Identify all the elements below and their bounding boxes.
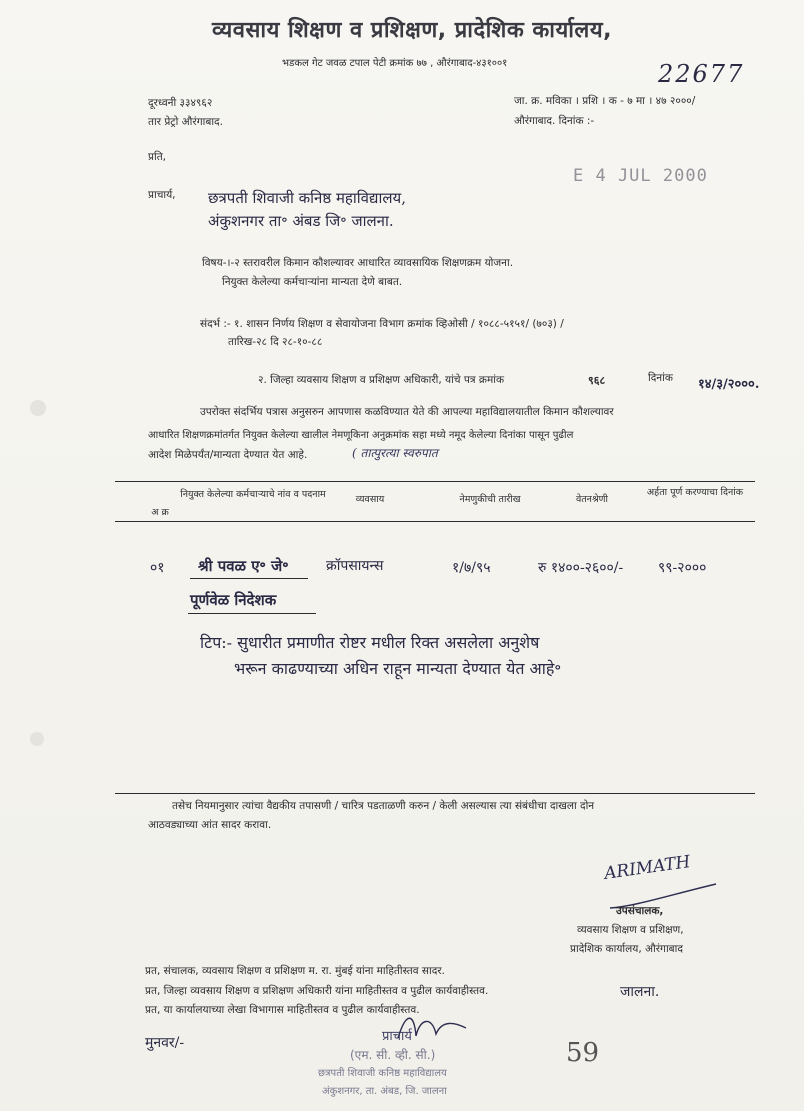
body-line-3: आदेश मिळेपर्यंत/मान्यता देण्यात येत आहे. xyxy=(148,449,308,461)
page-number: 59 xyxy=(566,1038,600,1068)
body-line-2: आधारित शिक्षणक्रमांतर्गत नियुक्त केलेल्या खालील नेमणूकिना अनुक्रमांक सहा मध्ये नमूद केलेल्या दिनांका पासून पुढील xyxy=(148,430,574,441)
table-top-rule xyxy=(115,481,755,482)
recipient-college: छत्रपती शिवाजी कनिष्ठ महाविद्यालय, xyxy=(208,189,406,207)
reference-2-date: १४/३/२०००. xyxy=(698,377,760,392)
row-name: श्री पवळ ए॰ जे॰ xyxy=(198,557,289,575)
copy-line-2-handwritten: जालना. xyxy=(620,984,660,1000)
note-line-1: टिप:- सुधारीत प्रमाणीत रोष्टर मधील रिक्त असलेला अनुशेष xyxy=(200,633,540,652)
row-designation: पूर्णवेळ निदेशक xyxy=(190,591,277,609)
body-line-1: उपरोक्त संदर्भिय पत्रास अनुसरुन आपणास कळविण्यात येते की आपल्या महाविद्यालयातील किमान कौशल्यावर xyxy=(200,406,614,418)
place-date: औरंगाबाद. दिनांक :- xyxy=(514,115,595,127)
row-name-underline xyxy=(190,578,308,579)
reference-2-number: ९६८ xyxy=(588,374,606,387)
reference-2-date-label: दिनांक xyxy=(648,372,673,384)
row-sr: ०१ xyxy=(150,560,165,576)
punch-hole-top xyxy=(30,400,46,416)
telegram-address: तार प्रेट्रो औरंगाबाद. xyxy=(148,116,223,128)
row-trade: क्रॉपसायन्स xyxy=(326,558,384,574)
reference-number: जा. क्र. मविका । प्रशि । क - ७ मा । ४७ २०००/ xyxy=(514,95,696,107)
received-date-stamp: E 4 JUL 2000 xyxy=(573,166,708,186)
note-line-2: भरून काढण्याच्या अधिन राहून मान्यता देण्यात येत आहे॰ xyxy=(234,659,562,678)
phone-number: दूरध्वनी ३३४९६२ xyxy=(148,97,213,109)
header-appointment-date: नेमणुकीची तारीख xyxy=(459,494,521,505)
designation-underline xyxy=(188,613,316,614)
footer-line-1: तसेच नियमानुसार त्यांचा वैद्यकीय तपासणी / चारित्र पडताळणी करुन / केली असल्यास त्या संबंधीचा दाखला दोन xyxy=(172,800,595,812)
subject-line-1: विषय-।-२ स्तरावरील किमान कौशल्यावर आधारित व्यावसायिक शिक्षणक्रम योजना. xyxy=(202,257,514,269)
table-header-rule xyxy=(115,521,755,522)
punch-hole-bottom xyxy=(30,732,44,746)
handwritten-number: 22677 xyxy=(658,60,745,88)
header-pay-scale: वेतनश्रेणी xyxy=(575,494,609,505)
table-bottom-rule xyxy=(115,793,755,794)
header-name: नियुक्त केलेल्या कर्मचाऱ्याचे नांव व पदनाम xyxy=(180,489,326,500)
recipient-designation: प्राचार्य, xyxy=(148,189,176,201)
row-appointment-date: १/७/९५ xyxy=(452,560,491,576)
office-title: व्यवसाय शिक्षण व प्रशिक्षण, प्रादेशिक कार्यालय, xyxy=(212,18,612,43)
row-qualification-date: ९९-२००० xyxy=(658,560,707,576)
copy-line-3: प्रत, या कार्यालयाच्या लेखा विभागास माहितीस्तव व पुढील कार्यवाहीस्तव. xyxy=(145,1004,420,1016)
footer-line-2: आठवड्याच्या आंत सादर करावा. xyxy=(148,819,272,831)
signatory-title-3: प्रादेशिक कार्यालय, औरंगाबाद xyxy=(570,943,683,955)
prati-label: प्रति, xyxy=(148,151,167,163)
stamp-location: अंकुशनगर, ता. अंबड, जि. जालना xyxy=(322,1086,447,1097)
reference-2: २. जिल्हा व्यवसाय शिक्षण व प्रशिक्षण अधिकारी, यांचे पत्र क्रमांक xyxy=(258,374,505,386)
recipient-location: अंकुशनगर ता॰ अंबड जि॰ जालना. xyxy=(208,212,394,230)
reference-1-date: तारिख-२८ दि २८-१०-८८ xyxy=(228,336,323,348)
stamp-qualification: (एम. सी. व्ही. सी.) xyxy=(350,1048,436,1062)
signatory-title-1: उपसंचालक, xyxy=(616,905,664,917)
signatory-title-2: व्यवसाय शिक्षण व प्रशिक्षण, xyxy=(577,924,684,936)
subject-line-2: नियुक्त केलेल्या कर्मचाऱ्यांना मान्यता देणे बाबत. xyxy=(222,276,403,288)
principal-stamp-label: प्राचार्य xyxy=(382,1029,412,1044)
copy-line-1: प्रत, संचालक, व्यवसाय शिक्षण व प्रशिक्षण म. रा. मुंबई यांना माहितीस्तव सादर. xyxy=(145,965,445,977)
header-sr: अ क्र xyxy=(151,507,169,518)
copy-line-2: प्रत, जिल्हा व्यवसाय शिक्षण व प्रशिक्षण अधिकारी यांना माहितीस्तव व पुढील कार्यवाहीस्तव. xyxy=(145,985,489,997)
body-line-3-handwritten: ( तात्पुरत्या स्वरुपात xyxy=(352,446,438,460)
reference-1: संदर्भ :- १. शासन निर्णय शिक्षण व सेवायोजना विभाग क्रमांक व्हिओसी / १०८८-५१५१/ (७०३) / xyxy=(200,318,564,330)
signature-handwritten: ARIMATH xyxy=(603,852,692,884)
munavar-initials: मुनवर/- xyxy=(145,1035,185,1051)
office-address: भडकल गेट जवळ टपाल पेटी क्रमांक ७७ , औरंगाबाद-४३१००१ xyxy=(282,58,508,69)
principal-signature xyxy=(392,1008,472,1048)
row-pay-scale: रु १४००-२६००/- xyxy=(538,560,624,576)
stamp-college: छत्रपती शिवाजी कनिष्ठ महाविद्यालय xyxy=(318,1068,447,1079)
header-qualification-date: अर्हता पूर्ण करण्याचा दिनांक xyxy=(646,487,744,498)
header-trade: व्यवसाय xyxy=(355,494,385,505)
